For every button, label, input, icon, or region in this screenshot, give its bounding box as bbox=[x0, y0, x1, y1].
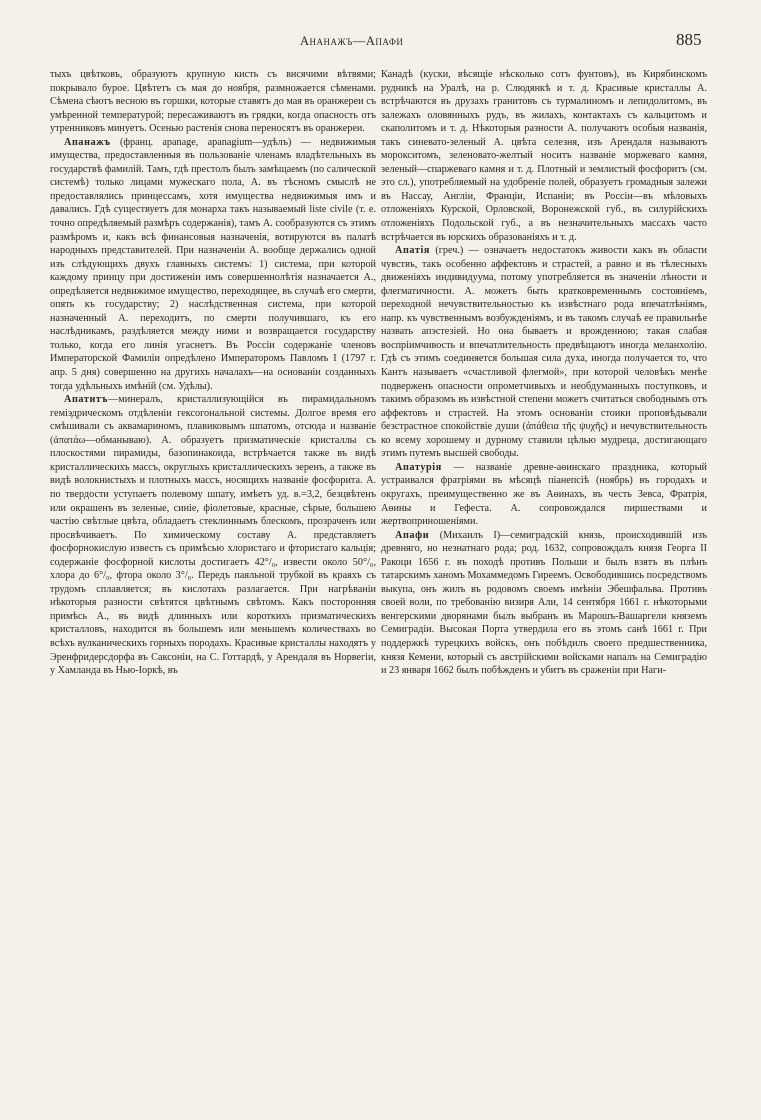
entry-paragraph bbox=[381, 244, 707, 461]
entry-text: — названіе древне-аѳинскаго праздника, который устраивался фратріями въ мѣсяцѣ піанепсіѣ (ноябрь) въ городахъ и округахъ, преимущественно же въ Аѳинахъ, въ честь Зевса, Фратрія, Аѳины и Гефеста. А. сопровождался пиршествами и жертвоприношеніями. bbox=[381, 461, 707, 528]
entry-text: тыхъ цвѣтковъ, образуютъ крупную кисть съ висячими вѣтвями; покрывало бурое. Цвѣтетъ съ мая до ноября, размножается сѣменами. Сѣмена сѣютъ весною въ горшки, которые ставятъ до мая въ оранжереи съ умѣренной температурой; пересаживаютъ въ грядки, когда опасность отъ утренниковъ минуетъ. Осенью растенія снова переносятъ въ оранжереи. bbox=[50, 69, 376, 135]
entry-paragraph bbox=[50, 136, 376, 393]
entry-text: (франц. apanage, apanagium—удѣлъ) — недвижимыя имущества, предоставленныя въ пользованіе членамъ владѣтельныхъ въ государствѣ фамилій. Тамъ, гдѣ престолъ былъ замѣщаемъ (по салической системѣ) только лицами мужескаго пола, А. въ тѣсномъ смыслѣ не предоставлялись принцессамъ, хотя имущества недвижимыя имъ и давались. Гдѣ существуетъ для монарха такъ называемый liste civile (т. е. точно опредѣляемый размѣръ содержанія), тамъ А. сообразуются съ этимъ размѣромъ и, какъ всѣ финансовыя назначенія, вотируются въ палатѣ народныхъ представителей. При назначеніи А. вообще держались одной изъ слѣдующихъ двухъ главныхъ системъ: 1) система, при которой каждому принцу при достиженіи имъ совершеннолѣтія назначается А., опредѣляется недвижимое имущество, переходящее, въ случаѣ его смерти, опять къ государству; 2) наслѣдственная система, при которой назначенный А. переходитъ, по смерти получившаго, къ его наслѣдникамъ, раздѣляется между ними и возвращается государству только, когда его линія угаснетъ. Въ Россіи содержаніе членовъ Императорской Фамиліи опредѣлено Императоромъ Павломъ I (1797 г. апр. 5 дня) совершенно на другихъ началахъ—на основаніи созданныхъ тогда удѣльныхъ имѣній (см. Удѣлы). bbox=[50, 136, 376, 392]
entry-text: (греч.) — означаетъ недостатокъ живости какъ въ области чувствъ, такъ особенно аффектовъ и страстей, а равно и въ тѣлесныхъ движеніяхъ индивидуума, потому употребляется въ значеніи лѣности и флегматичности. А. можетъ быть кратковременнымъ состояніемъ, переходной нечувствительностью къ извѣстнаго рода впечатлѣніямъ, напр. къ чувственнымъ возбужденіямъ, и въ такомъ случаѣ ее правильнѣе назвать апэстезіей. Но она бываетъ и врожденною; такая слабая воспріимчивость и впечатлительность предвѣщаютъ иногда меланхолію. Гдѣ съ этимъ соединяется большая сила духа, иногда получается то, что Кантъ называетъ «счастливой флегмой», при которой человѣкъ менѣе подверженъ опасности опрометчивыхъ и необдуманныхъ поступковъ, и такимъ образомъ въ извѣстной степени можетъ считаться свободнымъ отъ аффектовъ и страстей. На этомъ основаніи стоики проповѣдывали безстрастное спокойствіе души (ἀπάθεια τῆς ψυχῆς) и нечувствительность ко всему хорошему и дурному ставили цѣлью мудреца, достигающаго этимъ путемъ высшей свободы. bbox=[381, 245, 707, 460]
entry-paragraph bbox=[50, 68, 376, 136]
page-number: 885 bbox=[676, 30, 702, 49]
entry-headword: Апатитъ bbox=[64, 394, 109, 406]
page-header bbox=[0, 30, 761, 54]
entry-text: Канадѣ (куски, вѣсящіе нѣсколько сотъ фунтовъ), въ Кирябинскомъ рудникѣ на Уралѣ, на р. Слюдянкѣ и т. д. Красивые кристаллы А. встрѣчаются въ друзахъ гранитовъ съ турмалиномъ и лепидолитомъ, въ залежахъ оловянныхъ рудъ, въ жилахъ, контактахъ съ кальцитомъ и скаполитомъ и т. д. Нѣкоторыя разности А. получаютъ особыя названія, такъ синевато-зеленый А. цвѣта селезня, изъ Арендаля называютъ морокситомъ, зеленовато-желтый носитъ названіе моржеваго камня, зеленый—спаржеваго камня и т. д. Плотный и землистый фосфоритъ (см. это сл.), употребляемый на удобреніе полей, образуетъ громадныя залежи въ Нассау, Англіи, Франціи, Испаніи; въ Россіи—въ мѣловыхъ отложеніяхъ Курской, Орловской, Воронежской губ., въ силурійскихъ отложеніяхъ Подольской губ., а въ незначительныхъ массахъ часто встрѣчается въ юрскихъ образованіяхъ и т. д. bbox=[381, 69, 707, 243]
entry-headword: Апанажъ bbox=[64, 136, 111, 148]
entry-paragraph bbox=[381, 68, 707, 244]
left-column bbox=[50, 68, 376, 678]
entry-paragraph bbox=[381, 461, 707, 529]
right-column bbox=[381, 68, 707, 678]
entry-text: (Михаилъ I)—семиградскій князь, происходившій изъ древняго, но незнатнаго рода; род. 1632, сопровождалъ князя Георга II Ракоци 1656 г. въ походѣ противъ Польши и былъ взятъ въ плѣнъ татарскимъ ханомъ Мохаммедомъ Гиреемъ. Освободившись посредствомъ выкупа, онъ жилъ въ родовомъ своемъ имѣніи Эбешфальва. Противъ своей воли, по требованію визиря Али, 14 сентября 1661 г. нѣкоторыми венгерскими дворянами былъ выбранъ въ Марошъ-Вашаргели княземъ Семиградіи. Высокая Порта утвердила его въ этомъ санѣ 1661 г. При поддержкѣ турецкихъ войскъ, онъ побѣдилъ своего предшественника, князя Кемени, который съ австрійскими войсками напалъ на Семиградію и 23 января 1662 былъ побѣжденъ и убитъ въ сраженіи при Наги- bbox=[381, 529, 707, 677]
entry-paragraph bbox=[50, 393, 376, 677]
entry-headword: Апатія bbox=[395, 245, 431, 257]
entry-paragraph bbox=[381, 529, 707, 678]
entry-headword: Апафи bbox=[395, 529, 430, 541]
entry-headword: Апатурія bbox=[395, 461, 442, 473]
running-head: Ананажъ—Апафи bbox=[300, 34, 404, 48]
entry-text: —минералъ, кристаллизующійся въ пирамидальномъ геміэдрическомъ отдѣленіи гексогональной системы. Долгое время его смѣшивали съ аквамариномъ, плавиковымъ шпатомъ, отсюда и названіе (ἀπατάω—обманываю). А. образуетъ призматическіе кристаллы съ плоскостями пирамиды, базопинакоида, встрѣчается также въ видѣ кристаллическихъ массъ, округлыхъ кристаллическихъ зеренъ, а также въ видѣ волокнистыхъ и плотныхъ массъ, носящихъ названіе фосфорита. А. по твердости уступаетъ полевому шпату, имѣетъ уд. в.=3,2, безцвѣтенъ или окрашенъ въ зеленые, синіе, фіолетовые, красные, сѣрые, большею частію свѣтлые цвѣта, обладаетъ стеклиннымъ блескомъ, прозраченъ или просвѣчиваетъ. По химическому составу А. представляетъ фосфорнокислую известь съ примѣсью хлористаго и фтористаго кальція; содержаніе фосфорной кислоты достигаетъ 42°/₀, извести около 50°/₀, хлора до 6°/₀, фтора около 3°/₀. Передъ паяльной трубкой въ краяхъ съ трудомъ сплавляется; въ кислотахъ разлагается. При нагрѣваніи нѣкоторыя разности свѣтятся цвѣтнымъ свѣтомъ. Какъ посторонняя примѣсь А., въ видѣ длинныхъ или короткихъ призматическихъ кристалловъ, находится въ большемъ или меньшемъ количествахъ во всѣхъ вулканическихъ горныхъ породахъ. Красивые кристаллы находятъ у Эренфридерсдорфа въ Саксоніи, на С. Готтардѣ, у Арендаля въ Норвегіи, у Хамланда въ Нью-Іоркѣ, въ bbox=[50, 394, 376, 677]
